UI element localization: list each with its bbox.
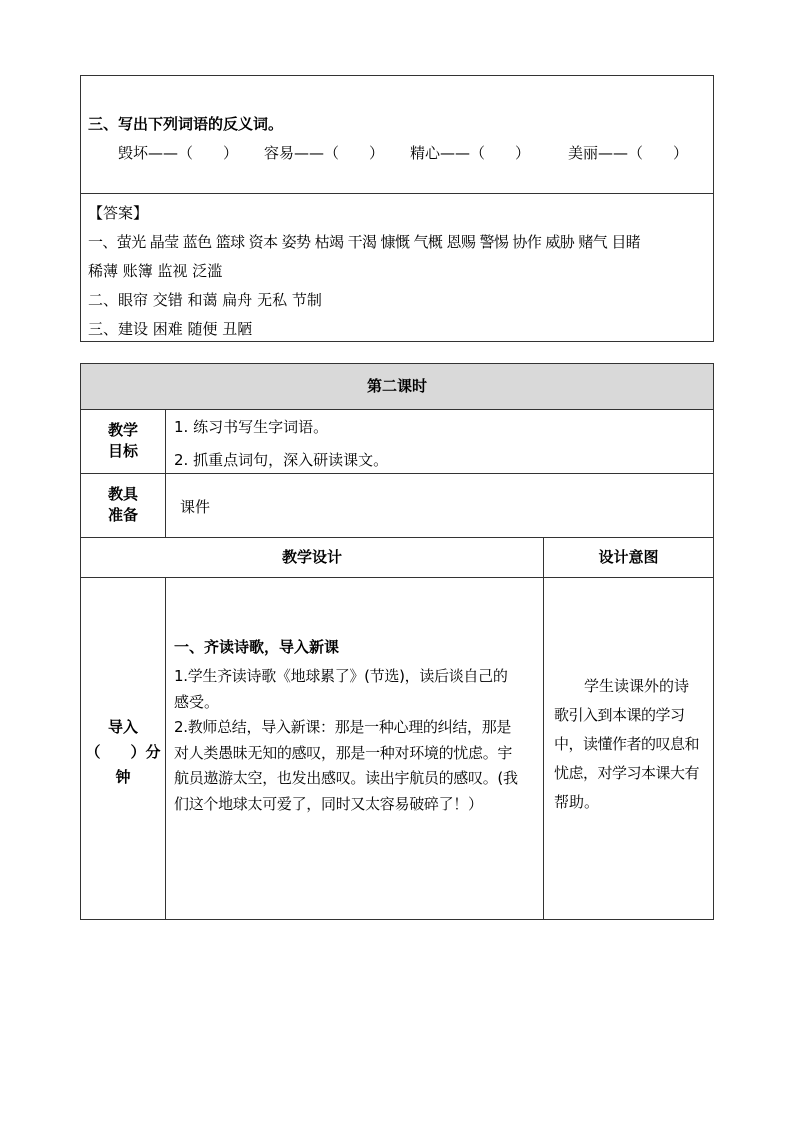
- answer-line-2: 稀薄 账簿 监视 泛滥: [88, 262, 223, 280]
- antonym-item-2: 容易——（ ）: [264, 144, 385, 162]
- intent-body: [554, 672, 712, 817]
- rule-4: [80, 577, 714, 578]
- intro-label-2: （ ）分: [85, 743, 161, 761]
- intent-line-1: 学生读课外的诗: [584, 677, 690, 695]
- section3-heading: 三、写出下列词语的反义词。: [88, 115, 284, 133]
- design-header: 教学设计: [281, 548, 342, 566]
- exercise-divider: [80, 193, 714, 194]
- intro-line-1: 1.学生齐读诗歌《地球累了》(节选)，读后谈自己的: [174, 667, 508, 685]
- label-column-rule-top: [165, 409, 166, 537]
- goal-2: 2. 抓重点词句，深入研读课文。: [174, 451, 389, 469]
- rule-1: [80, 409, 714, 410]
- intent-line-4: 忧虑，对学习本课大有: [554, 764, 700, 782]
- goals-label-2: 目标: [107, 442, 138, 460]
- intent-column-rule: [543, 537, 544, 920]
- intent-header: 设计意图: [598, 548, 659, 566]
- intro-line-6: 们这个地球太可爱了，同时又太容易破碎了！）: [174, 794, 483, 813]
- intro-label: [81, 715, 165, 790]
- intro-line-4: 对人类愚昧无知的感叹，那是一种对环境的忧虑。宇: [174, 743, 513, 762]
- answer-block: [88, 199, 712, 344]
- rule-3: [80, 537, 714, 538]
- antonym-item-3: 精心——（ ）: [410, 144, 531, 162]
- intro-heading: 一、齐读诗歌，导入新课: [174, 638, 340, 656]
- intro-line-5: 航员遨游太空，也发出感叹。读出宇航员的感叹。(我: [174, 769, 518, 787]
- lesson-title: 第二课时: [366, 377, 427, 395]
- answer-line-4: 三、建设 困难 随便 丑陋: [88, 320, 253, 338]
- intent-line-5: 帮助。: [554, 793, 600, 811]
- answer-title: 【答案】: [88, 204, 149, 222]
- intro-label-3: 钟: [115, 768, 131, 786]
- antonym-item-4: 美丽——（ ）: [568, 144, 689, 162]
- prep-label-1: 教具: [107, 485, 138, 503]
- intent-line-2: 歌引入到本课的学习: [554, 706, 685, 724]
- goal-1: 1. 练习书写生字词语。: [174, 418, 329, 436]
- label-column-rule-bottom: [165, 577, 166, 920]
- intro-line-3: 2.教师总结，导入新课：那是一种心理的纠结，那是: [174, 718, 512, 736]
- answer-line-1: 一、萤光 晶莹 蓝色 篮球 资本 姿势 枯竭 干渴 慷慨 气概 恩赐 警惕 协作 威胁 赌气 目睹: [88, 233, 641, 251]
- prep-label-2: 准备: [107, 506, 138, 524]
- intent-line-3: 中，读懂作者的叹息和: [554, 735, 700, 753]
- prep-value: 课件: [180, 498, 211, 516]
- intro-line-2: 感受。: [174, 692, 220, 711]
- rule-2: [80, 473, 714, 474]
- intro-label-1: 导入: [107, 718, 138, 736]
- antonym-item-1: 毁坏——（ ）: [118, 144, 239, 162]
- answer-line-3: 二、眼帘 交错 和蔼 扁舟 无私 节制: [88, 291, 322, 309]
- intro-body: [174, 664, 540, 817]
- goals-label-1: 教学: [107, 421, 138, 439]
